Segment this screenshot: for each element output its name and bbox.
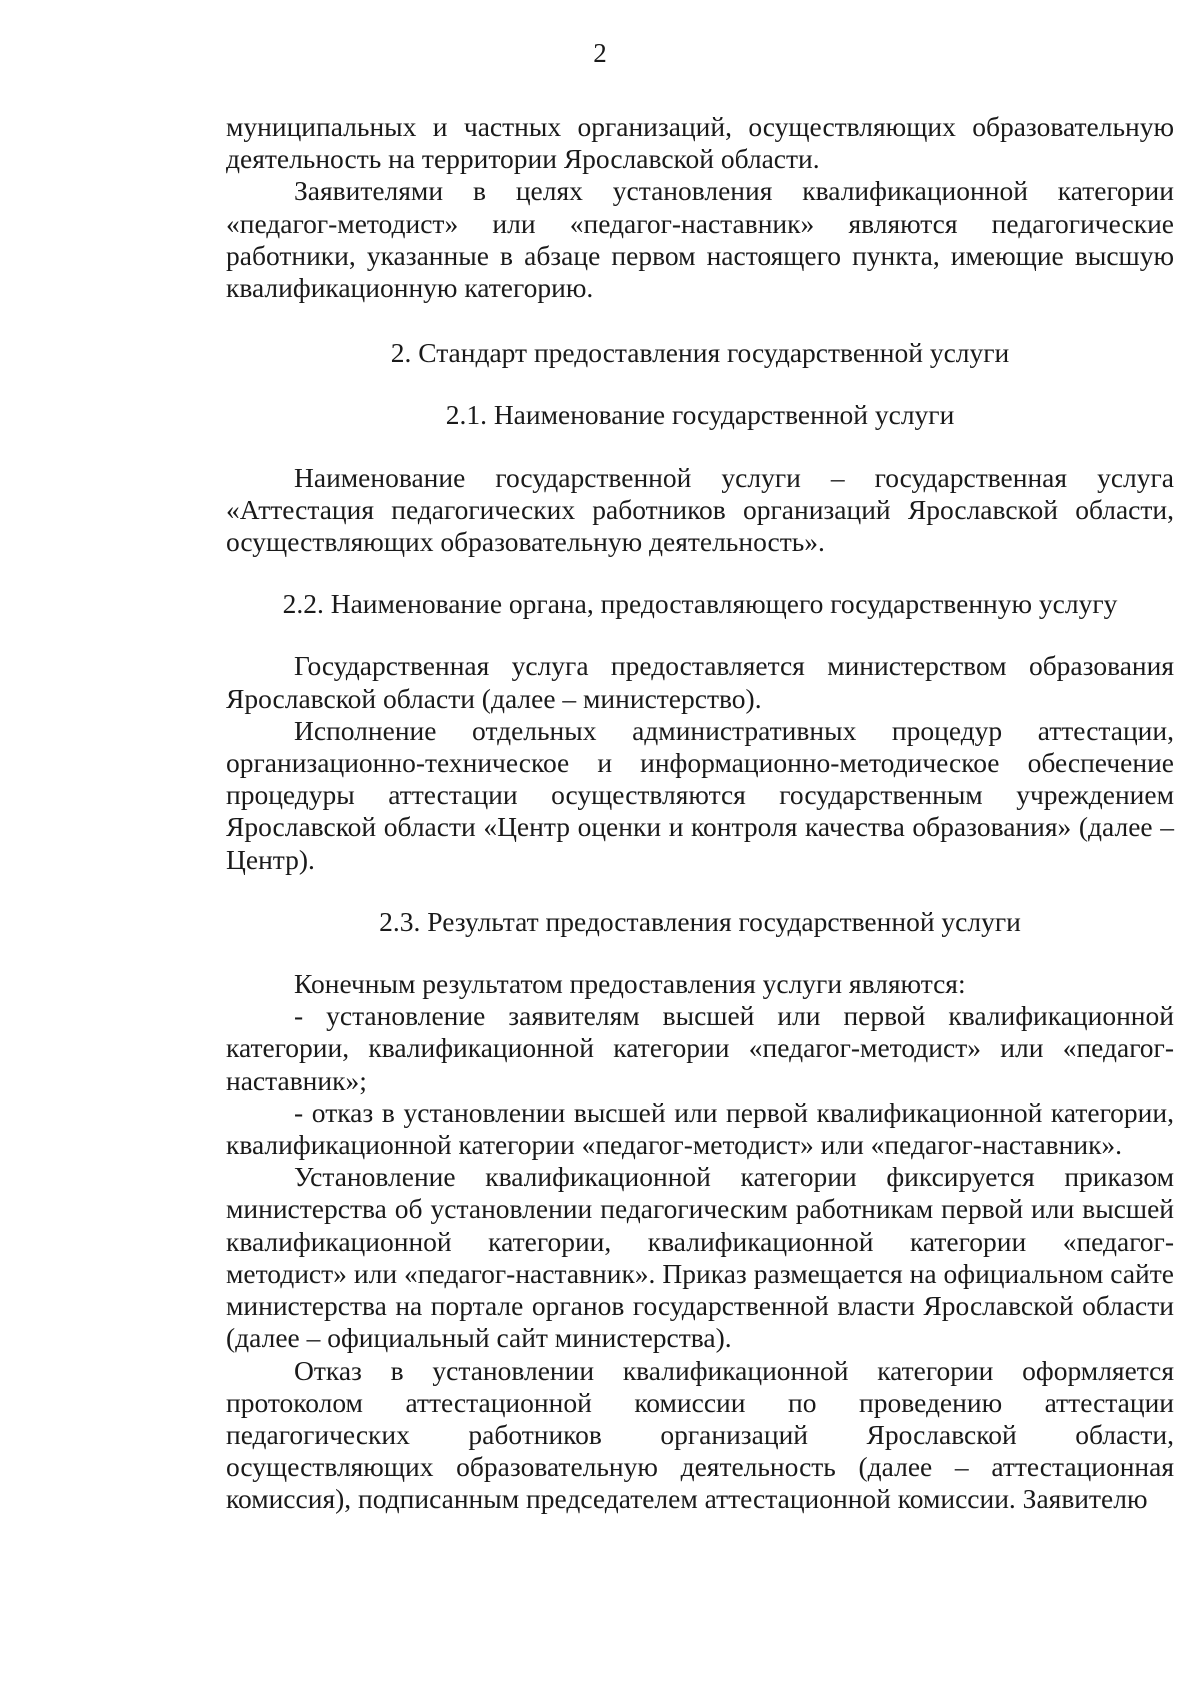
paragraph-procedures: Исполнение отдельных административных процедур аттестации, организационно-техническое и информационно-методическое обеспечение процедуры аттестации осуществляются государственным учреждением Ярославской области «Центр оценки и контроля качества образования» (далее – Центр). <box>226 714 1174 875</box>
list-item-refusal: - отказ в установлении высшей или первой квалификационной категории, квалификационной категории «педагог-методист» или «педагог-наставник». <box>226 1096 1174 1161</box>
list-item-establishment: - установление заявителям высшей или первой квалификационной категории, квалификационной категории «педагог-методист» или «педагог-наставник»; <box>226 1000 1174 1096</box>
paragraph-continuation: муниципальных и частных организаций, осуществляющих образовательную деятельность на территории Ярославской области. <box>226 111 1174 175</box>
subsection-heading-2-1: 2.1. Наименование государственной услуги <box>445 399 955 431</box>
paragraph-provider: Государственная услуга предоставляется министерством образования Ярославской области (далее – министерство). <box>226 650 1174 714</box>
paragraph-order: Установление квалификационной категории фиксируется приказом министерства об установлении педагогическим работникам первой или высшей квалификационной категории, квалификационной категории «педагог-методист» или «педагог-наставник». Приказ размещается на официальном сайте министерства на портале органов государственной власти Ярославской области (далее – официальный сайт министерства). <box>226 1161 1174 1354</box>
paragraph-result-intro: Конечным результатом предоставления услуги являются: <box>294 968 966 1000</box>
subsection-heading-2-2: 2.2. Наименование органа, предоставляющего государственную услугу <box>282 588 1118 620</box>
page-number: 2 <box>593 38 607 68</box>
paragraph-service-name: Наименование государственной услуги – государственная услуга «Аттестация педагогических работников организаций Ярославской области, осуществляющих образовательную деятельность». <box>226 461 1174 558</box>
section-heading-2: 2. Стандарт предоставления государственной услуги <box>390 337 1010 369</box>
subsection-heading-2-3: 2.3. Результат предоставления государственной услуги <box>379 905 1021 937</box>
paragraph-applicants: Заявителями в целях установления квалификационной категории «педагог-методист» или «педагог-наставник» являются педагогические работники, указанные в абзаце первом настоящего пункта, имеющие высшую квалификационную категорию. <box>226 175 1174 304</box>
document-body <box>226 111 1174 1516</box>
paragraph-refusal-protocol: Отказ в установлении квалификационной категории оформляется протоколом аттестационной комиссии по проведению аттестации педагогических работников организаций Ярославской области, осуществляющих образовательную деятельность (далее – аттестационная комиссия), подписанным председателем аттестационной комиссии. Заявителю <box>226 1354 1174 1515</box>
